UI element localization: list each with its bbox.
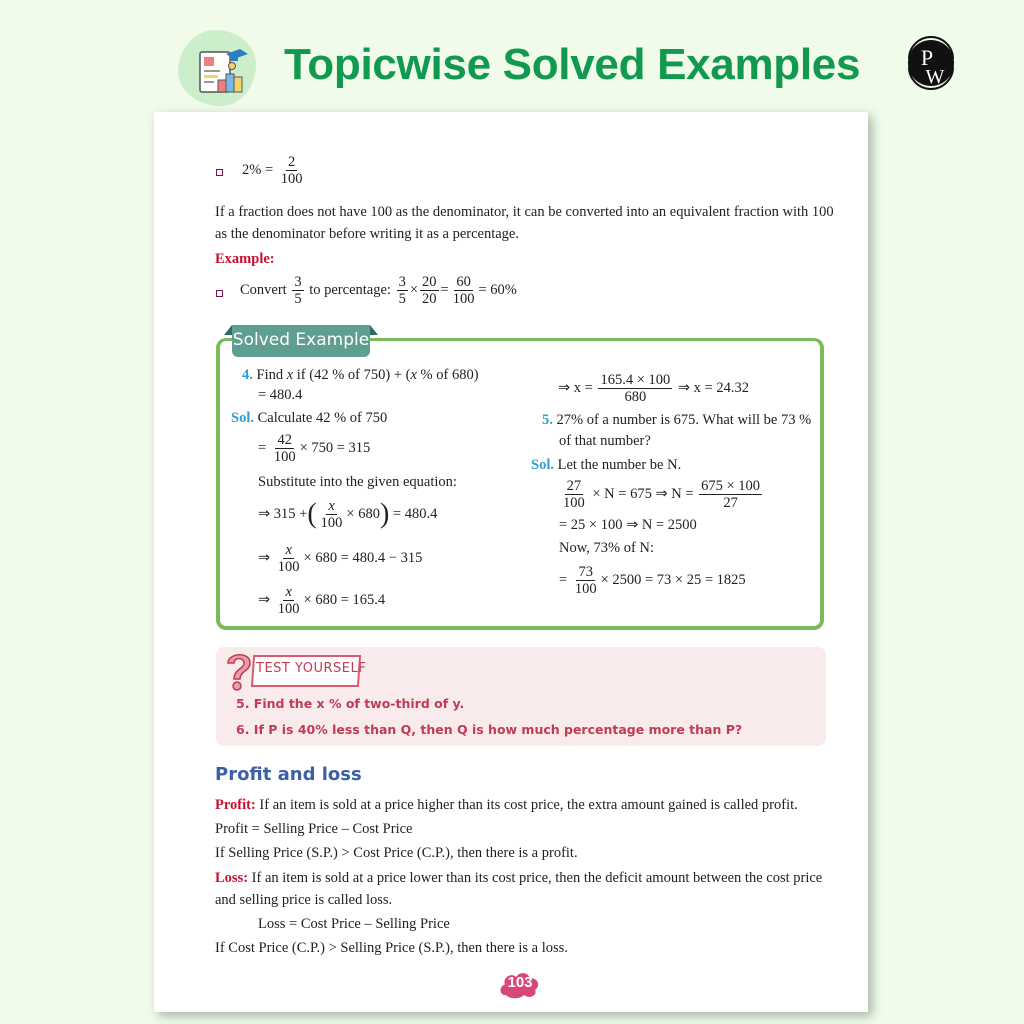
q4-step3: ⇒ 315 +( $\frac{x}{100}$ × 680) = 480.4 <box>258 498 438 531</box>
percent-definition: 2% = $\frac{2}{100}$ <box>242 154 303 187</box>
q4-step6: ⇒ x = $\frac{165.4 \times 100}{680}$ ⇒ x = 24.32 <box>558 372 749 405</box>
q5-solution-line1: Sol. Let the number be N. <box>531 457 682 473</box>
svg-text:W: W <box>925 66 945 88</box>
page-title: Topicwise Solved Examples <box>284 40 861 89</box>
q4-question-line1: 4. Find x if (42 % of 750) + (x % of 680) <box>242 367 479 383</box>
q5-question-line1: 5. 27% of a number is 675. What will be 73 % <box>542 412 812 428</box>
svg-text:P: P <box>920 45 934 70</box>
q4-step5: ⇒ $\frac{x}{100}$ × 680 = 165.4 <box>258 584 386 617</box>
intro-paragraph-line1: If a fraction does not have 100 as the denominator, it can be converted into an equivalent fraction with 100 <box>215 204 834 220</box>
q4-step4: ⇒ $\frac{x}{100}$ × 680 = 480.4 − 315 <box>258 542 423 575</box>
q5-step2: = 25 × 100 ⇒ N = 2500 <box>559 517 697 533</box>
q4-solution-line1: Sol. Calculate 42 % of 750 <box>231 410 388 426</box>
square-bullet-icon <box>216 169 223 176</box>
certificate-ranking-icon <box>198 48 248 96</box>
loss-definition-line1: Loss: If an item is sold at a price lower than its cost price, then the deficit amount between the cost price <box>215 870 823 886</box>
intro-paragraph-line2: as the denominator before writing it as a percentage. <box>215 226 519 242</box>
example-label: Example: <box>215 251 275 267</box>
test-question: 5. Find the x % of two-third of y. <box>236 696 465 711</box>
test-yourself-box <box>216 647 826 746</box>
page-number: 103 <box>507 974 533 991</box>
fraction: $\frac{2}{100}$ <box>280 154 303 187</box>
loss-formula: Loss = Cost Price – Selling Price <box>258 916 450 932</box>
q4-step1: = $\frac{42}{100}$ × 750 = 315 <box>258 432 371 465</box>
q4-question-line2: = 480.4 <box>258 387 303 403</box>
profit-formula: Profit = Selling Price – Cost Price <box>215 821 413 837</box>
page-header <box>0 0 1024 110</box>
q5-question-line2: of that number? <box>559 433 651 449</box>
convert-example: Convert $\frac{3}{5}$ to percentage: $\frac{3}{5}$ × $\frac{20}{20}$ = $\frac{60}{100}$ = 60% <box>240 274 517 307</box>
test-yourself-label: TEST YOURSELF <box>256 661 367 676</box>
profit-condition: If Selling Price (S.P.) > Cost Price (C.P.), then there is a profit. <box>215 845 578 861</box>
loss-definition-line2: and selling price is called loss. <box>215 892 393 908</box>
question-mark-icon <box>222 649 256 691</box>
book-page <box>154 112 868 1012</box>
loss-condition: If Cost Price (C.P.) > Selling Price (S.P.), then there is a loss. <box>215 940 568 956</box>
square-bullet-icon <box>216 290 223 297</box>
q5-step1: $\frac{27}{100}$ × N = 675 ⇒ N = $\frac{675 \times 100}{27}$ <box>563 478 761 511</box>
q4-step2: Substitute into the given equation: <box>258 474 457 490</box>
q5-step4: = $\frac{73}{100}$ × 2500 = 73 × 25 = 1825 <box>559 564 746 597</box>
profit-definition: Profit: If an item is sold at a price higher than its cost price, the extra amount gained is called profit. <box>215 797 798 813</box>
pw-logo-icon <box>903 35 959 91</box>
test-question: 6. If P is 40% less than Q, then Q is how much percentage more than P? <box>236 722 743 737</box>
solved-example-tab: Solved Example <box>232 325 370 357</box>
q5-step3: Now, 73% of N: <box>559 540 654 556</box>
section-title-profit-loss: Profit and loss <box>215 764 362 785</box>
